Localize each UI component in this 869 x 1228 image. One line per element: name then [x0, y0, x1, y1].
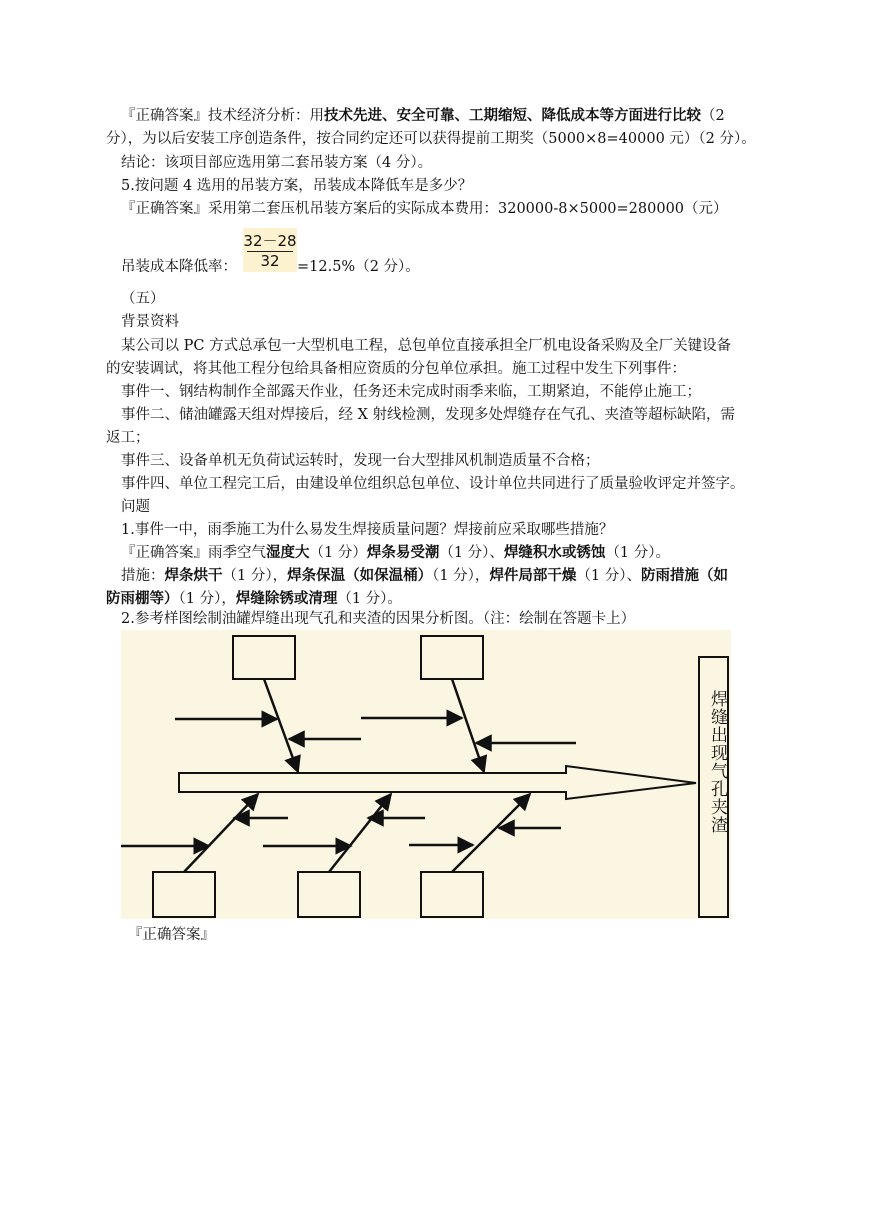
background-heading: 背景资料 [121, 314, 179, 330]
answer-bold-text: 焊件局部干燥 [489, 567, 577, 584]
answer-score: （1 分）， [432, 568, 490, 584]
background-para-line-2: 的安装调试，将其他工程分包给具备相应资质的分包单位承担。施工过程中发生下列事件： [106, 361, 686, 377]
answer-score: （1 分）、 [576, 568, 642, 584]
question-5: 5.按问题 4 选用的吊装方案，吊装成本降低车是多少？ [121, 178, 473, 194]
rate-label: 吊装成本降低率： [121, 259, 237, 275]
answer-bold-text: 焊条易受潮 [366, 544, 440, 561]
section-heading: （五） [121, 291, 165, 307]
answer-bold-text: 焊条保温（如保温桶） [287, 567, 433, 584]
answer-q1-line-3 [106, 589, 402, 609]
fishbone-diagram [121, 630, 731, 919]
answer-score: （1 分）、 [439, 545, 504, 561]
answer-label-final: 『正确答案』 [128, 927, 215, 943]
answer-bold-text: 焊条烘干 [164, 567, 223, 584]
answer-line-1 [121, 106, 725, 126]
cause-box-bottom-left [153, 872, 215, 917]
answer-bold-text: 焊缝积水或锈蚀 [503, 544, 606, 561]
answer-score: （1 分） [309, 545, 367, 561]
answer-bold-text: 防雨措施（如 [641, 567, 729, 584]
answer-q1-line-1 [121, 543, 670, 563]
cause-box-top-right [421, 636, 483, 679]
answer-text: 『正确答案』雨季空气 [121, 545, 266, 561]
answer-bold-text: 湿度大 [266, 544, 310, 561]
event-2: 事件二、储油罐露天组对焊接后，经 X 射线检测，发现多处焊缝存在气孔、夹渣等超标缺陷，需 [121, 407, 736, 423]
effect-label: 焊缝出现气孔夹渣 [707, 690, 727, 834]
cause-box-bottom-right [421, 872, 483, 917]
answer-score: （1 分）， [222, 568, 288, 584]
answer-label: 『正确答案』技术经济分析：用 [121, 108, 324, 124]
answer-bold-text: 防雨棚等） [106, 590, 179, 607]
cost-reduction-fraction [243, 228, 297, 272]
answer-score: （2 [701, 108, 725, 124]
answer-score: （1 分）。 [337, 591, 402, 607]
answer-bold-text: 焊缝除锈或清理 [235, 590, 338, 607]
event-4: 事件四、单位工程完工后，由建设单位组织总包单位、设计单位共同进行了质量验收评定并签字。 [121, 476, 745, 492]
answer-text: 措施： [121, 568, 165, 584]
answer-line-5: 『正确答案』采用第二套压机吊装方案后的实际成本费用：320000-8×5000=280000（元） [121, 201, 728, 217]
fraction-numerator: 32－28 [243, 232, 297, 250]
conclusion-line: 结论：该项目部应选用第二套吊装方案（4 分）。 [121, 155, 433, 171]
event-2-continued: 返工； [106, 430, 150, 446]
background-para-line-1: 某公司以 PC 方式总承包一大型机电工程，总包单位直接承担全厂机电设备采购及全厂关键设备 [121, 338, 732, 354]
questions-heading: 问题 [121, 499, 150, 515]
answer-score: （1 分）， [178, 591, 236, 607]
question-1: 1.事件一中，雨季施工为什么易发生焊接质量问题？焊接前应采取哪些措施？ [121, 522, 614, 538]
answer-line-2: 分），为以后安装工序创造条件，按合同约定还可以获得提前工期奖（5000×8=40000 元）（2 分）。 [106, 131, 756, 147]
event-1: 事件一、钢结构制作全部露天作业，任务还未完成时雨季来临，工期紧迫，不能停止施工； [121, 384, 701, 400]
question-2: 2.参考样图绘制油罐焊缝出现气孔和夹渣的因果分析图。（注：绘制在答题卡上） [121, 611, 636, 627]
cause-box-top-left [233, 636, 295, 679]
rate-result: =12.5%（2 分）。 [297, 259, 420, 275]
event-3: 事件三、设备单机无负荷试运转时，发现一台大型排风机制造质量不合格； [121, 453, 600, 469]
answer-bold-text: 技术先进、安全可靠、工期缩短、降低成本等方面进行比较 [324, 107, 701, 124]
answer-score: （1 分）。 [605, 545, 671, 561]
answer-q1-line-2 [121, 566, 728, 586]
fraction-denominator: 32 [260, 252, 280, 270]
cause-box-bottom-middle [298, 872, 360, 917]
